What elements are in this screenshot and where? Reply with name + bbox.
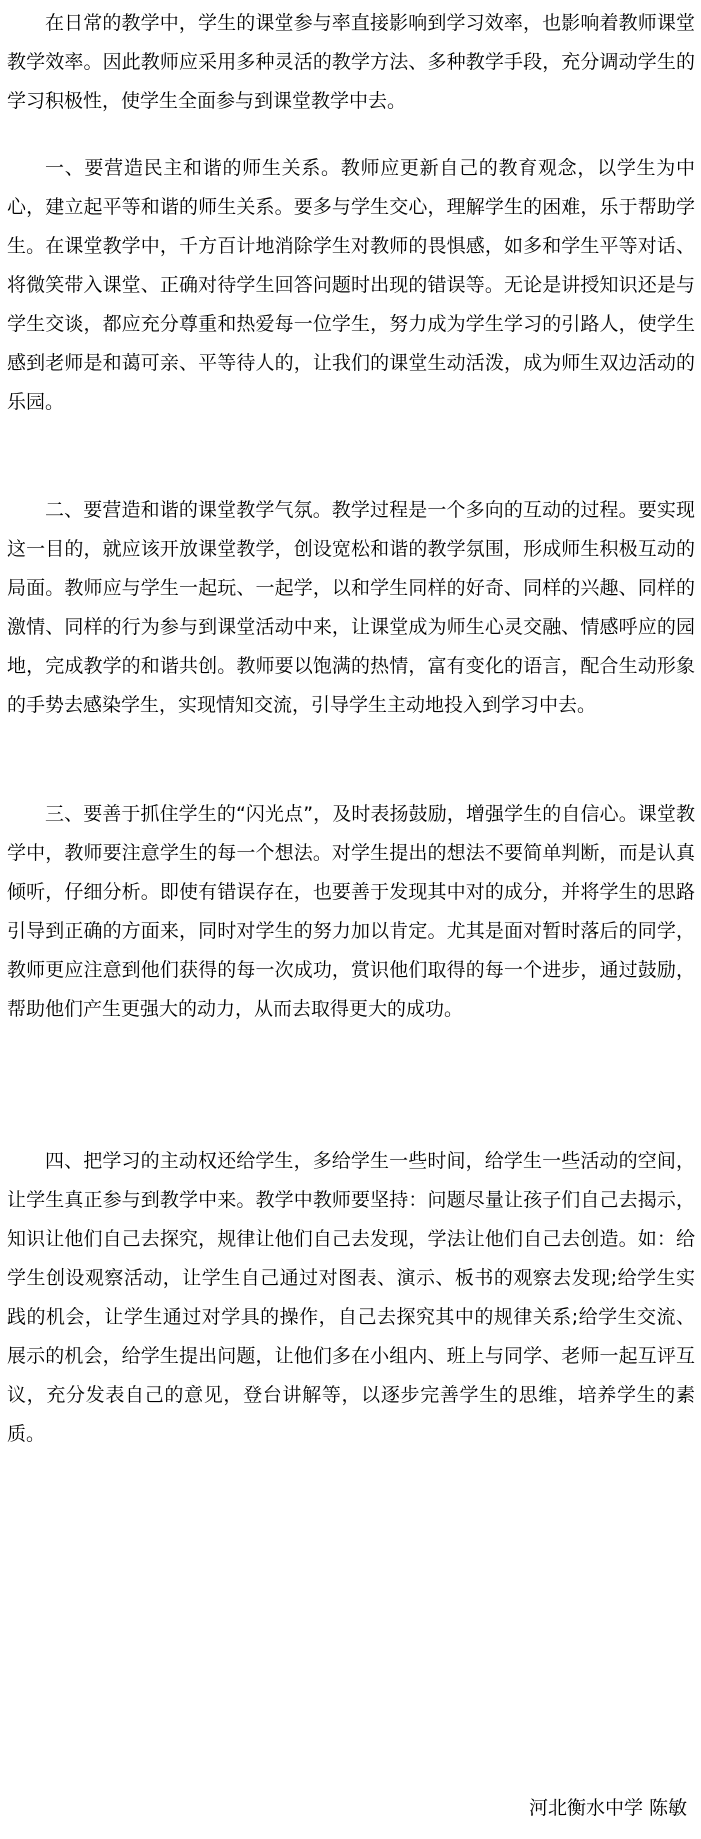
intro-paragraph: 在日常的教学中，学生的课堂参与率直接影响到学习效率，也影响着教师课堂教学效率。因此教师应采用多种灵活的教学方法、多种教学手段，充分调动学生的学习积极性，使学生全面参与到课堂教学中去。 (7, 12, 695, 112)
paragraph-four-student-initiative: 四、把学习的主动权还给学生，多给学生一些时间，给学生一些活动的空间，让学生真正参与到教学中来。教学中教师要坚持：问题尽量让孩子们自己去揭示，知识让他们自己去探究，规律让他们自己去发现，学法让他们自己去创造。如：给学生创设观察活动，让学生自己通过对图表、演示、板书的观察去发现;给学生实践的机会，让学生通过对学具的操作，自己去探究其中的规律关系;给学生交流、展示的机会，给学生提出问题，让他们多在小组内、班上与同学、老师一起互评互议，充分发表自己的意见，登台讲解等，以逐步完善学生的思维，培养学生的素质。 (7, 1150, 695, 1445)
author-signature: 河北衡水中学 陈敏 (528, 1797, 687, 1819)
paragraph-one-teacher-student-relationship: 一、要营造民主和谐的师生关系。教师应更新自己的教育观念，以学生为中心，建立起平等和谐的师生关系。要多与学生交心，理解学生的困难，乐于帮助学生。在课堂教学中，千方百计地消除学生对教师的畏惧感，如多和学生平等对话、将微笑带入课堂、正确对待学生回答问题时出现的错误等。无论是讲授知识还是与学生交谈，都应充分尊重和热爱每一位学生，努力成为学生学习的引路人，使学生感到老师是和蔼可亲、平等待人的，让我们的课堂生动活泼，成为师生双边活动的乐园。 (7, 157, 695, 413)
paragraph-two-classroom-atmosphere: 二、要营造和谐的课堂教学气氛。教学过程是一个多向的互动的过程。要实现这一目的，就应该开放课堂教学，创设宽松和谐的教学氛围，形成师生积极互动的局面。教师应与学生一起玩、一起学，以和学生同样的好奇、同样的兴趣、同样的激情、同样的行为参与到课堂活动中来，让课堂成为师生心灵交融、情感呼应的园地，完成教学的和谐共创。教师要以饱满的热情，富有变化的语言，配合生动形象的手势去感染学生，实现情知交流，引导学生主动地投入到学习中去。 (7, 499, 695, 716)
paragraph-three-encouragement: 三、要善于抓住学生的“闪光点”，及时表扬鼓励，增强学生的自信心。课堂教学中，教师要注意学生的每一个想法。对学生提出的想法不要简单判断，而是认真倾听，仔细分析。即使有错误存在，也要善于发现其中对的成分，并将学生的思路引导到正确的方面来，同时对学生的努力加以肯定。尤其是面对暂时落后的同学，教师更应注意到他们获得的每一次成功，赏识他们取得的每一个进步，通过鼓励，帮助他们产生更强大的动力，从而去取得更大的成功。 (7, 803, 695, 1020)
